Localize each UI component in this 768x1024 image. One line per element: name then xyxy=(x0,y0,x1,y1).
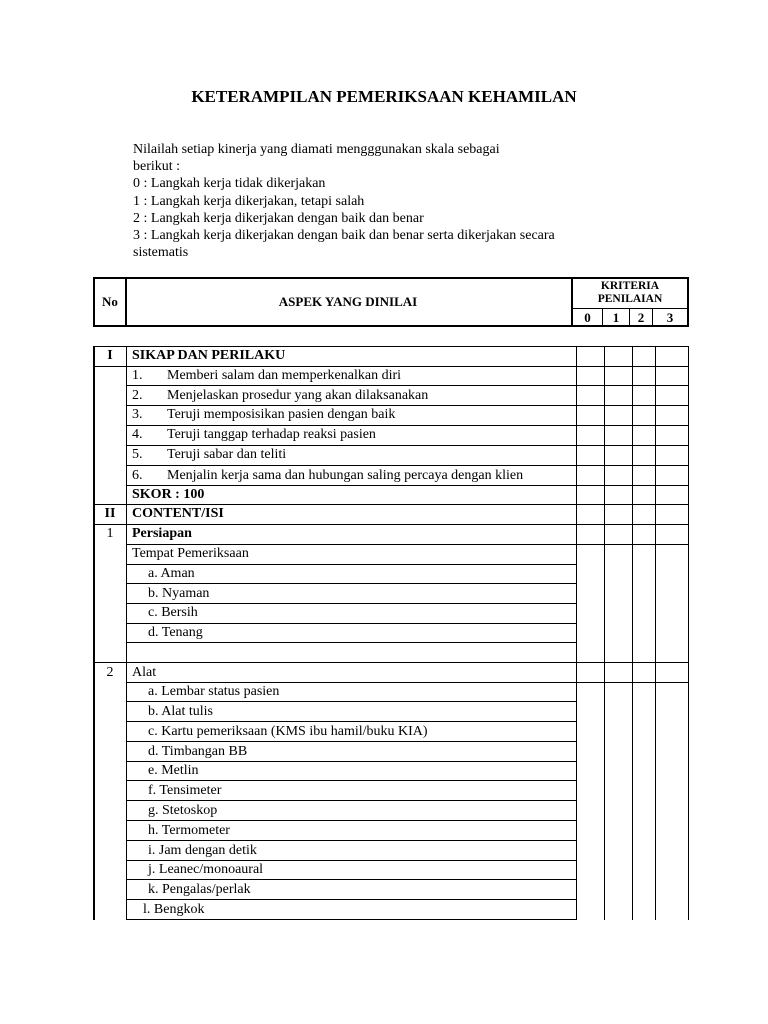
checklist-item: c. Bersih xyxy=(148,605,198,620)
instruction-line: 2 : Langkah kerja dikerjakan dengan baik dan benar xyxy=(133,210,424,226)
item-text: Teruji tanggap terhadap reaksi pasien xyxy=(167,427,376,442)
instruction-line: sistematis xyxy=(133,245,189,261)
skor-label: SKOR : 100 xyxy=(132,487,205,502)
checklist-item: f. Tensimeter xyxy=(148,783,222,798)
header-kriteria-line1: KRITERIA xyxy=(600,280,660,292)
subsection-title: Alat xyxy=(132,665,157,680)
header-score-1: 1 xyxy=(603,309,630,326)
checklist-item: h. Termometer xyxy=(148,823,230,838)
subsection-number: 2 xyxy=(106,665,114,680)
item-number: 1. xyxy=(132,368,143,383)
row-divider xyxy=(93,366,127,367)
instruction-line: 1 : Langkah kerja dikerjakan, tetapi salah xyxy=(133,193,365,209)
header-score-2: 2 xyxy=(630,309,653,326)
item-number: 3. xyxy=(132,407,143,422)
checklist-item: a. Aman xyxy=(148,566,195,581)
item-text: Teruji sabar dan teliti xyxy=(167,447,287,462)
checklist-item: d. Tenang xyxy=(148,625,203,640)
column-divider xyxy=(126,346,127,920)
document-title: KETERAMPILAN PEMERIKSAAN KEHAMILAN xyxy=(191,87,577,106)
section-title: CONTENT/ISI xyxy=(132,506,224,521)
item-number: 2. xyxy=(132,388,143,403)
row-divider xyxy=(126,919,576,920)
row-divider xyxy=(126,524,689,525)
item-text: Memberi salam dan memperkenalkan diri xyxy=(167,368,402,383)
item-number: 4. xyxy=(132,427,143,442)
checklist-item: c. Kartu pemeriksaan (KMS ibu hamil/buku KIA) xyxy=(148,724,428,739)
item-text: Menjalin kerja sama dan hubungan saling percaya dengan klien xyxy=(167,468,524,483)
checklist-item: b. Alat tulis xyxy=(148,704,213,719)
table-header xyxy=(93,277,689,327)
header-aspek: ASPEK YANG DINILAI xyxy=(278,294,418,309)
section-number: I xyxy=(107,348,113,363)
item-text: Menjelaskan prosedur yang akan dilaksanakan xyxy=(167,388,429,403)
header-score-row xyxy=(573,308,687,326)
header-score-3: 3 xyxy=(666,310,674,325)
table-border-left xyxy=(93,346,95,920)
instructions xyxy=(133,141,633,261)
item-number: 5. xyxy=(132,447,143,462)
item-text: Teruji memposisikan pasien dengan baik xyxy=(167,407,396,422)
item-number: 6. xyxy=(132,468,143,483)
column-divider xyxy=(632,346,633,920)
checklist-item: i. Jam dengan detik xyxy=(148,843,257,858)
instruction-line: berikut : xyxy=(133,159,181,175)
checklist-item: a. Lembar status pasien xyxy=(148,684,280,699)
checklist-item: k. Pengalas/perlak xyxy=(148,882,251,897)
section-title: SIKAP DAN PERILAKU xyxy=(132,348,286,363)
column-divider xyxy=(604,346,605,920)
section-number: II xyxy=(104,506,116,521)
row-divider xyxy=(126,662,689,663)
checklist-item: e. Metlin xyxy=(148,763,199,778)
instruction-line: Nilailah setiap kinerja yang diamati mengggunakan skala sebagai xyxy=(133,142,500,157)
row-divider xyxy=(126,642,576,643)
instruction-line: 0 : Langkah kerja tidak dikerjakan xyxy=(133,176,326,192)
subsection-number: 1 xyxy=(106,526,114,541)
checklist-item: j. Leanec/monoaural xyxy=(148,862,264,877)
checklist-item: l. Bengkok xyxy=(143,902,205,917)
column-divider xyxy=(576,346,577,920)
checklist-item: d. Timbangan BB xyxy=(148,744,248,759)
header-score-0: 0 xyxy=(573,309,603,326)
row-divider xyxy=(126,485,689,486)
header-kriteria-line2: PENILAIAN xyxy=(597,293,663,305)
table-border-right xyxy=(688,346,689,920)
checklist-item: g. Stetoskop xyxy=(148,803,218,818)
group-title: Tempat Pemeriksaan xyxy=(132,546,249,561)
header-kriteria xyxy=(571,279,687,325)
subsection-title: Persiapan xyxy=(132,526,192,541)
instruction-line: 3 : Langkah kerja dikerjakan dengan baik dan benar serta dikerjakan secara xyxy=(133,228,555,244)
checklist-item: b. Nyaman xyxy=(148,586,210,601)
column-divider xyxy=(655,346,656,920)
header-no: No xyxy=(95,279,127,325)
